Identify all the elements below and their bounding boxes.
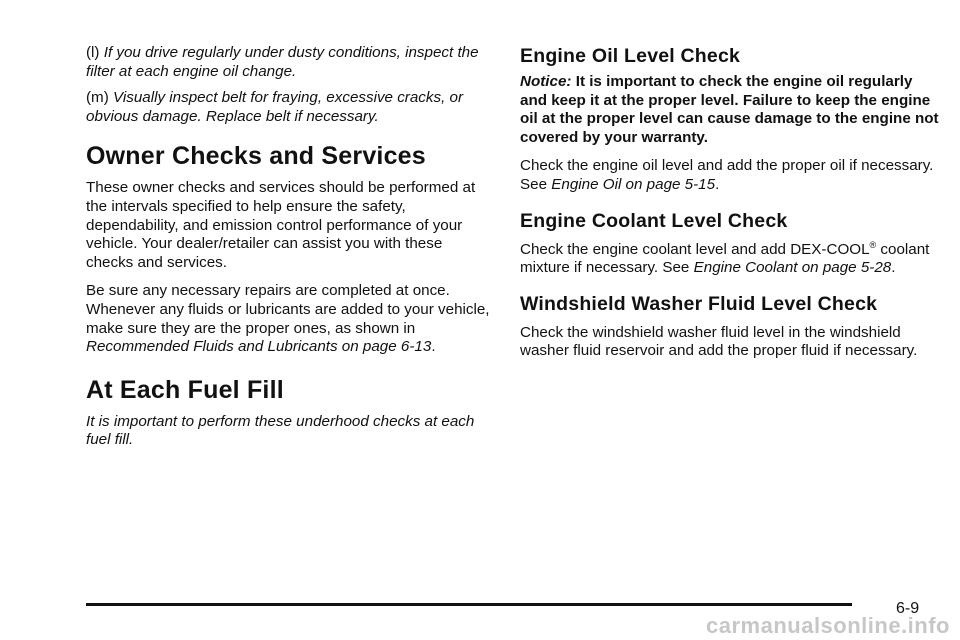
engine-coolant-para bbox=[520, 241, 940, 278]
engine-oil-notice bbox=[520, 73, 940, 147]
owner-checks-para-2 bbox=[86, 282, 490, 356]
engine-coolant-para-end: . bbox=[891, 259, 896, 277]
washer-fluid-para: Check the windshield washer fluid level in the windshield washer fluid reservoir and add the proper fluid if necessary. bbox=[520, 323, 918, 360]
item-m-label: (m) bbox=[86, 89, 109, 107]
washer-fluid-heading: Windshield Washer Fluid Level Check bbox=[520, 292, 878, 315]
fuel-fill-text: It is important to perform these underhood checks at each fuel fill. bbox=[86, 412, 475, 449]
engine-oil-reference: Engine Oil on page 5-15 bbox=[551, 175, 716, 193]
engine-oil-para-end: . bbox=[715, 175, 720, 193]
item-m-text: Visually inspect belt for fraying, excessive cracks, or obvious damage. Replace belt if necessary. bbox=[86, 89, 464, 125]
left-column bbox=[86, 44, 490, 450]
watermark: carmanualsonline.info bbox=[706, 613, 950, 638]
engine-coolant-heading: Engine Coolant Level Check bbox=[520, 209, 788, 232]
engine-oil-para-start: Check the engine oil level and add the proper oil if necessary. See bbox=[520, 157, 934, 193]
engine-coolant-para-mid: coolant mixture if necessary. See bbox=[520, 240, 930, 277]
owner-checks-heading: Owner Checks and Services bbox=[86, 142, 426, 171]
item-l-label: (l) bbox=[86, 44, 100, 61]
registered-mark: ® bbox=[869, 239, 877, 250]
engine-coolant-para-start: Check the engine coolant level and add DEX-COOL bbox=[520, 240, 870, 258]
notice-text: It is important to check the engine oil regularly and keep it at the proper level. Failure to keep the engine oil at the proper level can cause damage to the engine not covered by your warranty. bbox=[520, 73, 939, 146]
page-number: 6-9 bbox=[896, 600, 920, 617]
owner-checks-para-2-end: . bbox=[431, 338, 436, 356]
engine-oil-heading: Engine Oil Level Check bbox=[520, 45, 741, 67]
owner-checks-para-1: These owner checks and services should be performed at the intervals specified to help ensure the safety, dependability, and emission control performance of your vehicle. Your dealer/retailer can assist you with these checks and services. bbox=[86, 179, 476, 271]
item-m bbox=[86, 89, 490, 126]
notice-label: Notice: bbox=[520, 73, 572, 90]
engine-oil-para bbox=[520, 157, 940, 194]
engine-coolant-reference: Engine Coolant on page 5-28 bbox=[693, 259, 892, 277]
item-l-text: If you drive regularly under dusty conditions, inspect the filter at each engine oil change. bbox=[86, 44, 479, 80]
item-l bbox=[86, 44, 490, 81]
owner-checks-para-2-start: Be sure any necessary repairs are completed at once. Whenever any fluids or lubricants are added to your vehicle, make sure they are the proper ones, as shown in bbox=[86, 282, 490, 337]
footer-rule bbox=[86, 603, 852, 606]
fuel-fill-heading: At Each Fuel Fill bbox=[86, 375, 284, 404]
right-column bbox=[520, 44, 940, 361]
recommended-fluids-reference: Recommended Fluids and Lubricants on page 6-13 bbox=[86, 338, 432, 356]
